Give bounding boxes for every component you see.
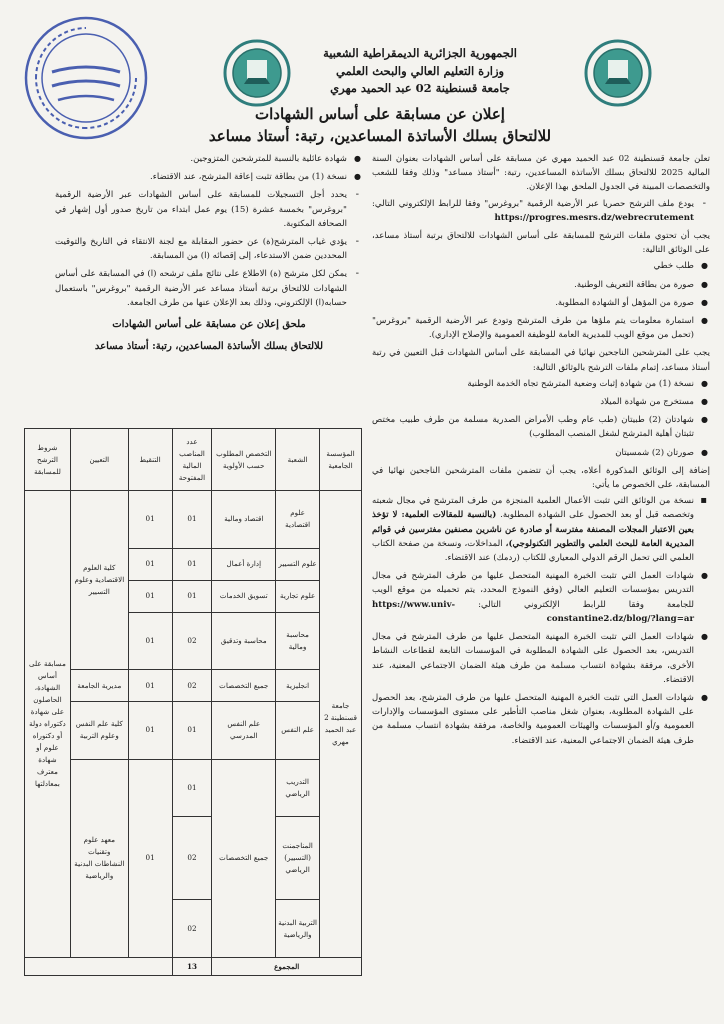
- extra-doc-management: ● شهادات العمل التي تثبت الخبرة المهنية المتحصل عليها من طرف المترشح، بعد الحصول على الشهادة المطلوبة، بعنوان شغل مناصب التأطير على مستوى المؤسسات والإدارات العمومية و/أو المؤسسات والهيئات العمومية والخاصة، مرفقة بشهادة انتساب مسلمة من طرف هيئة الضمان الاجتماعي المعنية، عند الاقتضاء.: [372, 691, 710, 748]
- score-cell: 01: [128, 702, 172, 760]
- total-value: 13: [172, 958, 212, 976]
- final-docs-intro: يجب على المترشحين الناجحين نهائيا في المسابقة على أساس الشهادات قبل التعيين في رتبة أستاذ مساعد، إتمام ملفات الترشح بالوثائق التالية:: [372, 348, 710, 373]
- total-label: المجموع: [212, 958, 362, 976]
- score-cell: 01: [128, 759, 172, 957]
- deposit-item: [372, 197, 710, 225]
- col-institution: المؤسسة الجامعية: [320, 429, 362, 491]
- extra-doc-scientific-c: المداخلات، ونسخة من صفحة الكتاب العلمي التي تحمل الرقم الدولي المعياري للكتاب (ردمك) عند الاقتضاء.: [372, 538, 694, 564]
- posts-cell: 02: [172, 612, 212, 670]
- spec-cell: اقتصاد ومالية: [212, 491, 276, 549]
- header-ministry: وزارة التعليم العالي والبحث العلمي: [335, 64, 505, 78]
- extra-doc-scientific-a: نسخة من الوثائق التي تثبت الأعمال العلمية المنجزة من طرف المترشح في مجال شعبته وتخصصه قبل أو بعد الحصول على الشهادة المطلوبة.: [372, 496, 695, 521]
- assignment-cell: كلية علم النفس وعلوم التربية: [70, 702, 128, 760]
- branch-cell: علوم تجارية: [276, 580, 320, 612]
- spec-cell: تسويق الخدمات: [212, 580, 276, 612]
- table-row: [25, 759, 362, 817]
- deposit-text: يودع ملف الترشح حصريا عبر الأرضية الرقمية "بروغرس" وفقا للرابط الإلكتروني التالي:: [372, 198, 694, 209]
- extra-docs-intro: إضافة إلى الوثائق المذكورة أعلاه، يجب أن تتضمن ملفات المترشحين الناجحين نهائيا في المسابقة، على الخصوص ما يأتي:: [372, 465, 710, 491]
- posts-cell: 02: [172, 817, 212, 900]
- intro-paragraph: تعلن جامعة قسنطينة 02 عبد الحميد مهري عن مسابقة على أساس الشهادات بعنوان السنة المالية 2025 للالتحاق بسلك الأساتذة المساعدين، رتبة: "أستاذ مساعد" وذلك وفقا للشعب والتخصصات المبينة في الجدول الملحق بهذا الإعلان.: [372, 154, 710, 193]
- col-specialty: التخصص المطلوب حسب الأولوية: [212, 429, 276, 491]
- announcement-subtitle: للالتحاق بسلك الأساتذة المساعدين، رتبة: أستاذ مساعد: [208, 127, 552, 145]
- table-total-row: [25, 958, 362, 976]
- right-column: [372, 152, 710, 752]
- total-filler: [25, 958, 173, 976]
- branch-cell: التدريب الرياضي: [276, 759, 320, 817]
- docs-list: [372, 259, 710, 342]
- branch-cell: علم النفس: [276, 702, 320, 760]
- branch-cell: التربية البدنية والرياضية: [276, 900, 320, 958]
- left-doc-item: ● شهادة عائلية بالنسبة للمترشحين المتزوجين.: [55, 152, 363, 166]
- posts-cell: 01: [172, 491, 212, 549]
- doc-item: ● طلب خطي: [372, 259, 710, 273]
- col-posts: عدد المناصب المالية المفتوحة: [172, 429, 212, 491]
- header-republic: الجمهورية الجزائرية الديمقراطية الشعبية: [323, 46, 517, 60]
- left-column: [55, 152, 363, 354]
- table-header-row: [25, 429, 362, 491]
- posts-cell: 02: [172, 670, 212, 702]
- official-stamp: [22, 14, 150, 142]
- final-docs-list: [372, 377, 710, 460]
- spec-cell: جميع التخصصات: [212, 670, 276, 702]
- final-doc-item: ● مستخرج من شهادة الميلاد: [372, 395, 710, 409]
- doc-item: ● استمارة معلومات يتم ملؤها من طرف المترشح وتودع عبر الأرضية الرقمية "بروغرس" (تحمل من موقع الويب للمديرية العامة للوظيفة العمومية والإصلاح الإداري).: [372, 314, 710, 342]
- absence-item: - يؤدي غياب المترشح(ة) عن حضور المقابلة مع لجنة الانتقاء في التاريخ والتوقيت المحددين ضمن الاستدعاء، إلى إقصائه (ا) من المسابقة.: [55, 235, 363, 263]
- branch-cell: انجليزية: [276, 670, 320, 702]
- spec-cell: إدارة أعمال: [212, 548, 276, 580]
- annex-title: ملحق إعلان عن مسابقة على أساس الشهادات: [112, 319, 306, 331]
- branch-cell: علوم اقتصادية: [276, 491, 320, 549]
- branch-cell: المناجمنت (التسيير) الرياضي: [276, 817, 320, 900]
- deadline-item: - يحدد أجل التسجيلات للمسابقة على أساس الشهادات عبر الأرضية الرقمية "بروغرس" بخمسة عشرة (15) يوم عمل ابتداء من تاريخ صدور أول إشهار في الصحافة المكتوبة.: [55, 188, 363, 231]
- col-score: التنقيط: [128, 429, 172, 491]
- announcement-title: إعلان عن مسابقة على أساس الشهادات: [255, 105, 505, 123]
- score-cell: 01: [128, 612, 172, 670]
- table-row: [25, 702, 362, 760]
- spec-cell: جميع التخصصات: [212, 759, 276, 957]
- final-doc-item: ● شهادتان (2) طبيتان (طب عام وطب الأمراض الصدرية مسلمة من طرف طبيب مختص تثبتان أهلية المترشح لشغل المنصب المطلوب): [372, 413, 710, 441]
- col-branch: الشعبة: [276, 429, 320, 491]
- posts-cell: 02: [172, 900, 212, 958]
- extra-doc-teaching-text: شهادات العمل التي تثبت الخبرة المهنية المتحصل عليها من طرف المترشح في مجال التدريس بمؤسسات التعليم العالي (وفق النموذج المحدد، يتم تحميله من موقع الويب للجامعة وفقا للرابط الإلكتروني التالي:: [372, 571, 694, 610]
- spec-cell: علم النفس المدرسي: [212, 702, 276, 760]
- assignment-cell: كلية العلوم الاقتصادية وعلوم التسيير: [70, 491, 128, 670]
- table-row: [25, 670, 362, 702]
- score-cell: 01: [128, 580, 172, 612]
- posts-cell: 01: [172, 759, 212, 817]
- assignment-cell: معهد علوم وتقنيات النشاطات البدنية والرياضية: [70, 759, 128, 957]
- docs-intro: يجب أن تحتوي ملفات الترشح للمسابقة على أساس الشهادات للالتحاق برتبة أستاذ مساعد، على الوثائق التالية:: [372, 231, 710, 256]
- branch-cell: محاسبة ومالية: [276, 612, 320, 670]
- header-university: جامعة قسنطينة 02 عبد الحميد مهري: [330, 81, 510, 95]
- university-logo-left: [222, 38, 292, 108]
- university-logo-right: [583, 38, 653, 108]
- score-cell: 01: [128, 548, 172, 580]
- posts-cell: 01: [172, 702, 212, 760]
- extra-doc-other-sectors: ● شهادات العمل التي تثبت الخبرة المهنية المتحصل عليها من طرف المترشح في مجال التدريس، بعد الحصول على الشهادة المطلوبة في المؤسسات التابعة لقطاعات النشاط الأخرى، مرفقة بشهادة انتساب مسلمة من طرف هيئة الضمان الاجتماعي المعنية، عند الاقتضاء.: [372, 630, 710, 687]
- posts-cell: 01: [172, 548, 212, 580]
- score-cell: 01: [128, 491, 172, 549]
- branch-cell: علوم التسيير: [276, 548, 320, 580]
- extra-docs-list: [372, 494, 710, 747]
- col-assignment: التعيين: [70, 429, 128, 491]
- left-doc-item: ● نسخة (1) من بطاقة تثبت إعاقة المترشح، عند الاقتضاء.: [55, 170, 363, 184]
- positions-table: [24, 428, 362, 976]
- score-cell: 01: [128, 670, 172, 702]
- assignment-cell: مديرية الجامعة: [70, 670, 128, 702]
- doc-item: ● صورة من المؤهل أو الشهادة المطلوبة.: [372, 296, 710, 310]
- progres-link[interactable]: https://progres.mesrs.dz/webrecrutement: [494, 212, 694, 223]
- doc-item: ● صورة من بطاقة التعريف الوطنية.: [372, 278, 710, 292]
- extra-doc-scientific: [372, 494, 710, 565]
- final-doc-item: ● صورتان (2) شمسيتان: [372, 446, 710, 460]
- posts-cell: 01: [172, 580, 212, 612]
- univ-link[interactable]: https://www.univ-constantine2.dz/blog/?lang=ar: [372, 599, 694, 624]
- extra-doc-scientific-b: (بالنسبة للمقالات العلمية: لا تؤخذ بعين الاعتبار المجلات المصنفة مفترسة أو صادرة عن ناشرين مصنفين مفترسين في قوائم المديرية العامة للبحث العلمي والتطوير التكنولوجي)،: [372, 510, 694, 549]
- institution-cell: جامعة قسنطينة 2 عبد الحميد مهري: [320, 491, 362, 958]
- col-conditions: شروط الترشح للمسابقة: [25, 429, 71, 491]
- conditions-cell: مسابقة على أساس الشهادة، الحاصلون على شهادة دكتوراه دولة أو دكتوراه علوم أو شهادة معترف بمعادلتها: [25, 491, 71, 958]
- results-item: - يمكن لكل مترشح (ة) الاطلاع على نتائج ملف ترشحه (ا) في المسابقة على أساس الشهادات للالتحاق برتبة أستاذ مساعد عبر الأرضية الرقمية "بروغرس" باستعمال حسابه(ا) الإلكتروني، وذلك بعد الإعلان عنها من طرف الجامعة.: [55, 267, 363, 310]
- final-doc-item: ● نسخة (1) من شهادة إثبات وضعية المترشح تجاه الخدمة الوطنية: [372, 377, 710, 391]
- spec-cell: محاسبة وتدقيق: [212, 612, 276, 670]
- annex-subtitle: للالتحاق بسلك الأساتذة المساعدين، رتبة: أستاذ مساعد: [94, 341, 324, 353]
- extra-doc-teaching: [372, 569, 710, 626]
- table-row: [25, 491, 362, 549]
